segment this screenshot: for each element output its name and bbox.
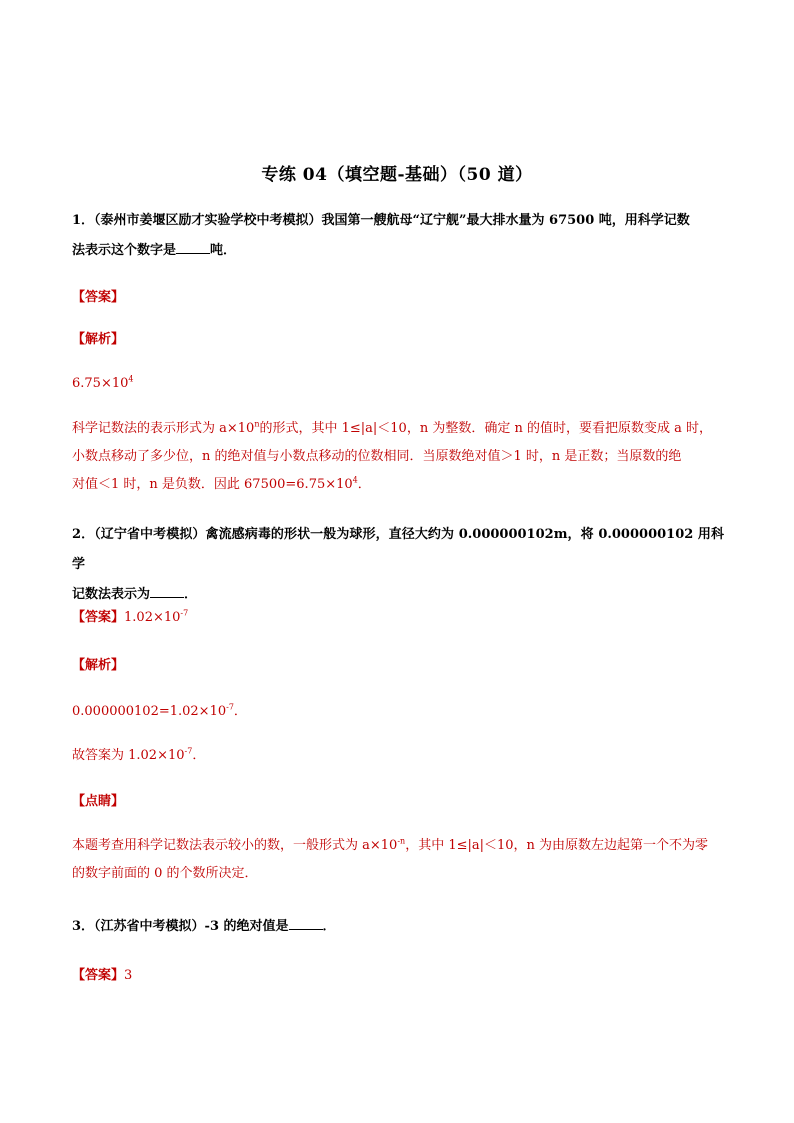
q2-answer-exponent: -7 bbox=[180, 608, 189, 618]
question-2 bbox=[72, 520, 724, 610]
q2-comment-label: 【点睛】 bbox=[72, 794, 125, 809]
q2-analysis-line-2 bbox=[72, 746, 724, 766]
q1-expl-2: 小数点移动了多少位，n 的绝对值与小数点移动的位数相同．当原数绝对值＞1 时，n 是正数；当原数的绝 bbox=[72, 449, 682, 464]
question-1-line-2-prefix: 法表示这个数字是 bbox=[72, 243, 177, 258]
q3-answer-row bbox=[72, 966, 724, 986]
q1-expl-3a: 对值＜1 时，n 是负数．因此 67500=6.75×10 bbox=[72, 477, 353, 492]
answer-blank bbox=[289, 917, 323, 930]
q2-comment-2: 的数字前面的 0 的个数所决定． bbox=[72, 866, 258, 881]
answer-blank bbox=[176, 241, 210, 254]
q1-expl-3b: ． bbox=[357, 477, 371, 492]
q1-answer-base: 6.75×10 bbox=[72, 376, 129, 391]
q2-analysis-label: 【解析】 bbox=[72, 658, 125, 673]
q1-explanation bbox=[72, 415, 724, 499]
answer-blank bbox=[150, 585, 184, 598]
question-1-line-1: 1．（泰州市姜堰区励才实验学校中考模拟）我国第一艘航母“辽宁舰”最大排水量为 67500 吨，用科学记数 bbox=[72, 213, 690, 228]
q2-comment bbox=[72, 832, 724, 888]
q2-line-1-end: ． bbox=[233, 704, 247, 719]
q2-line-2-exponent: -7 bbox=[184, 746, 193, 756]
q1-analysis-label: 【解析】 bbox=[72, 332, 125, 347]
q2-comment-1a: 本题考查用科学记数法表示较小的数，一般形式为 a×10 bbox=[72, 838, 398, 853]
q1-expl-1a: 科学记数法的表示形式为 a×10 bbox=[72, 421, 255, 436]
page-title: 专练 04（填空题-基础）（50 道） bbox=[261, 165, 533, 185]
q3-answer-label: 【答案】 bbox=[72, 968, 125, 983]
q1-expl-3-exponent: 4 bbox=[352, 475, 358, 485]
question-3-suffix: ． bbox=[322, 919, 336, 934]
question-3-text bbox=[72, 912, 724, 942]
question-3-line-1: 3．（江苏省中考模拟）-3 的绝对值是 bbox=[72, 919, 289, 934]
q1-expl-1b: 的形式，其中 1≤|a|＜10，n 为整数．确定 n 的值时，要看把原数变成 a 时， bbox=[259, 421, 712, 436]
q2-line-2-base: 故答案为 1.02×10 bbox=[72, 748, 185, 763]
q1-answer-value bbox=[72, 374, 724, 394]
question-1-text bbox=[72, 206, 724, 266]
question-3 bbox=[72, 912, 724, 942]
question-1-line-2-suffix: 吨． bbox=[210, 243, 237, 258]
q2-comment-1b: ，其中 1≤|a|＜10，n 为由原数左边起第一个不为零 bbox=[405, 838, 709, 853]
q2-line-2-end: ． bbox=[192, 748, 206, 763]
question-2-line-1: 2．（辽宁省中考模拟）禽流感病毒的形状一般为球形，直径大约为 0.000000102m，将 0.000000102 用科学 bbox=[72, 527, 724, 572]
q2-line-1-exponent: -7 bbox=[226, 702, 234, 712]
q1-answer-exponent: 4 bbox=[128, 374, 134, 384]
question-2-line-2-suffix: ． bbox=[184, 587, 198, 602]
q2-answer-label: 【答案】 bbox=[72, 610, 125, 625]
q2-answer-value bbox=[124, 610, 188, 625]
q1-answer-label: 【答案】 bbox=[72, 290, 125, 305]
q2-answer-base: 1.02×10 bbox=[124, 610, 181, 625]
q2-line-1-base: 0.000000102=1.02×10 bbox=[72, 704, 227, 719]
q1-expl-1-exponent: n bbox=[254, 419, 260, 429]
q2-answer-row bbox=[72, 608, 724, 628]
question-1 bbox=[72, 206, 724, 266]
question-2-line-2: 记数法表示为 bbox=[72, 587, 151, 602]
q2-analysis-line-1 bbox=[72, 702, 724, 722]
q3-answer-value: 3 bbox=[124, 968, 133, 983]
q2-comment-1-exponent: -n bbox=[397, 836, 406, 846]
question-2-text bbox=[72, 520, 724, 610]
